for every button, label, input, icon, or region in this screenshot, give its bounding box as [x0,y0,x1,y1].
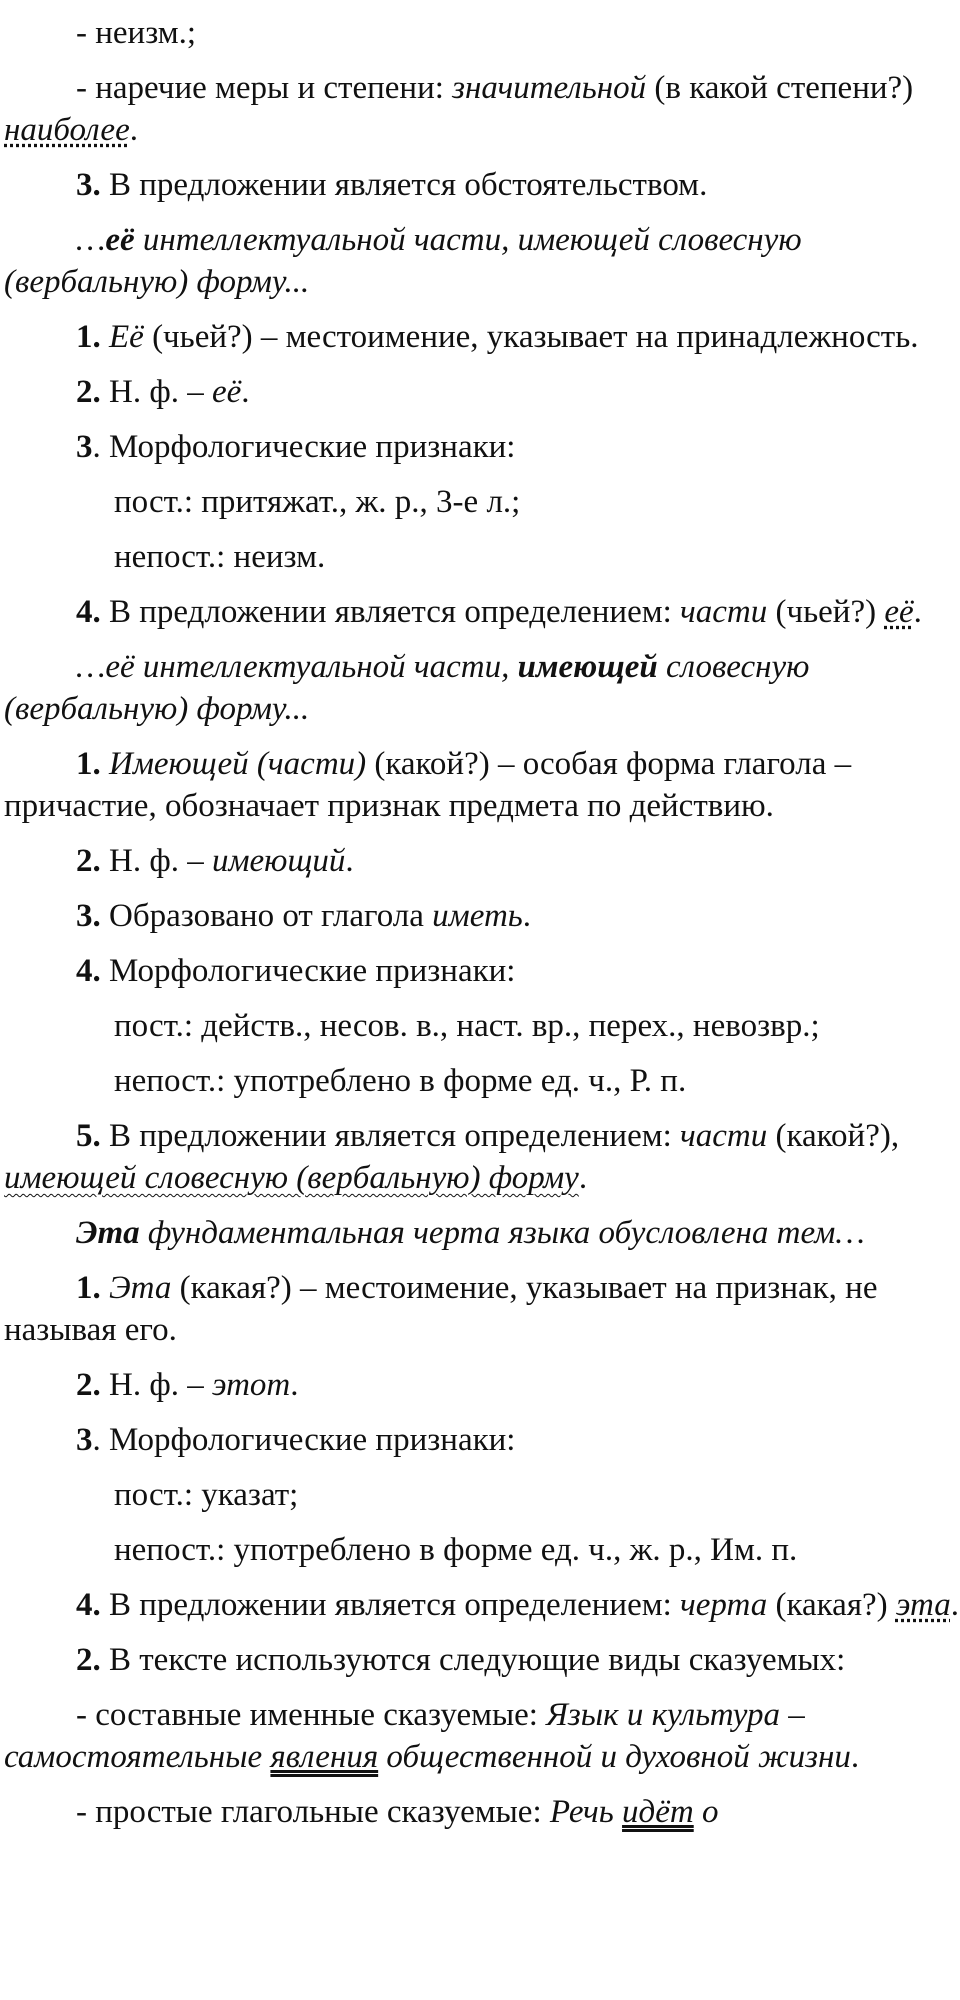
example-word: этот [211,1367,291,1403]
text-line [4,67,960,151]
text: непост.: неизм. [114,539,326,575]
text: В тексте используются следующие виды сказуемых: [100,1642,846,1678]
item-number: 2. [76,1367,101,1403]
item-number: 3. [76,898,101,934]
text: . [241,374,250,410]
underlined-word: имеющей словесную (вербальную) форму [4,1160,579,1196]
text: (какая?) – местоимение, указывает на признак, не называя его. [4,1270,878,1348]
text-line [4,1115,960,1199]
text-line [4,1474,960,1516]
text-line [4,1584,960,1626]
text-line [4,1529,960,1571]
example-text: о [693,1794,719,1830]
text-line [4,1005,960,1047]
underlined-word: эта [895,1587,951,1623]
example-text: Язык и культура – самостоятельные [4,1697,805,1775]
item-number: 3 [76,429,93,465]
text: . Морфологические признаки: [92,1422,516,1458]
text: фундаментальная черта языка обусловлена тем… [139,1215,865,1251]
text: В предложении является определением: [100,1118,681,1154]
text: Морфологические признаки: [100,953,516,989]
text: - простые глагольные сказуемые: [76,1794,550,1830]
text: Н. ф. – [100,1367,212,1403]
item-number: 2. [76,374,101,410]
text: пост.: действ., несов. в., наст. вр., перех., невозвр.; [114,1008,820,1044]
item-number: 1. [76,746,101,782]
example-word: черта [680,1587,768,1623]
text-line [4,895,960,937]
text: . [522,898,532,934]
example-word: Её [109,319,144,355]
text: (какой?) – особая форма глагола – причастие, обозначает признак предмета по действию. [4,746,852,824]
text: пост.: притяжат., ж. р., 3-е л.; [114,484,521,520]
text: …её интеллектуальной части, [76,649,518,685]
text: . [129,112,138,148]
example-word: имеющий [211,843,346,879]
text: В предложении является обстоятельством. [100,167,708,203]
example-word: Имеющей (части) [109,746,367,782]
example-text: общественной и духовной жизни [378,1739,851,1775]
text: словесную (вербальную) форму... [4,649,810,727]
underlined-word: её [884,594,914,630]
text: В предложении является определением: [100,1587,681,1623]
underlined-word: наиболее [4,112,130,148]
text-line [4,591,960,633]
text: Н. ф. – [100,843,212,879]
example-word: её [211,374,242,410]
text: Н. ф. – [100,374,212,410]
item-number: 3. [76,167,101,203]
text-line [4,1060,960,1102]
quote-line [4,219,960,303]
underlined-word: явления [270,1739,379,1775]
text: . [913,594,922,630]
text: (какой?), [767,1118,900,1154]
text: . Морфологические признаки: [92,429,516,465]
text: - неизм.; [76,15,197,51]
text: непост.: употреблено в форме ед. ч., ж. р., Им. п. [114,1532,798,1568]
text: (какая?) [767,1587,896,1623]
example-word: части [680,1118,768,1154]
text: . [850,1739,860,1775]
item-number: 2. [76,1642,101,1678]
item-number: 4. [76,594,101,630]
text-line [4,1364,960,1406]
example-word: иметь [432,898,523,934]
text-line [4,840,960,882]
text: (чьей?) [767,594,885,630]
text-line [4,950,960,992]
item-number: 3 [76,1422,93,1458]
analyzed-word: имеющей [517,649,658,685]
quote-line [4,1212,960,1254]
text: Образовано от глагола [100,898,433,934]
text: . [345,843,354,879]
text: (чьей?) – местоимение, указывает на принадлежность. [143,319,919,355]
text-line [4,481,960,523]
text-line [4,426,960,468]
text: пост.: указат; [114,1477,299,1513]
text-line [4,164,960,206]
text-line [4,1267,960,1351]
text-line [4,316,960,358]
text-line [4,1639,960,1681]
text-line [4,743,960,827]
text: В предложении является определением: [100,594,681,630]
item-number: 1. [76,1270,101,1306]
quote-line [4,646,960,730]
text: - составные именные сказуемые: [76,1697,547,1733]
text: непост.: употреблено в форме ед. ч., Р. п. [114,1063,687,1099]
item-number: 5. [76,1118,101,1154]
analyzed-word: её [105,222,135,258]
item-number: 1. [76,319,101,355]
text-line [4,536,960,578]
text-line [4,1419,960,1461]
text-line [4,1694,960,1778]
item-number: 2. [76,843,101,879]
text: . [578,1160,588,1196]
item-number: 4. [76,953,101,989]
underlined-word: идёт [622,1794,694,1830]
example-word: Эта [109,1270,172,1306]
example-text: Речь [549,1794,623,1830]
text: - наречие меры и степени: [76,70,453,106]
analyzed-word: Эта [76,1215,140,1251]
text: … [76,222,106,258]
text: . [950,1587,960,1623]
text: . [290,1367,299,1403]
text-line [4,371,960,413]
text: (в какой степени?) [646,70,914,106]
item-number: 4. [76,1587,101,1623]
example-word: значительной [452,70,647,106]
text-line [4,12,960,54]
text: интеллектуальной части, имеющей словесную (вербальную) форму... [4,222,802,300]
example-word: части [680,594,768,630]
text-line [4,1791,960,1833]
